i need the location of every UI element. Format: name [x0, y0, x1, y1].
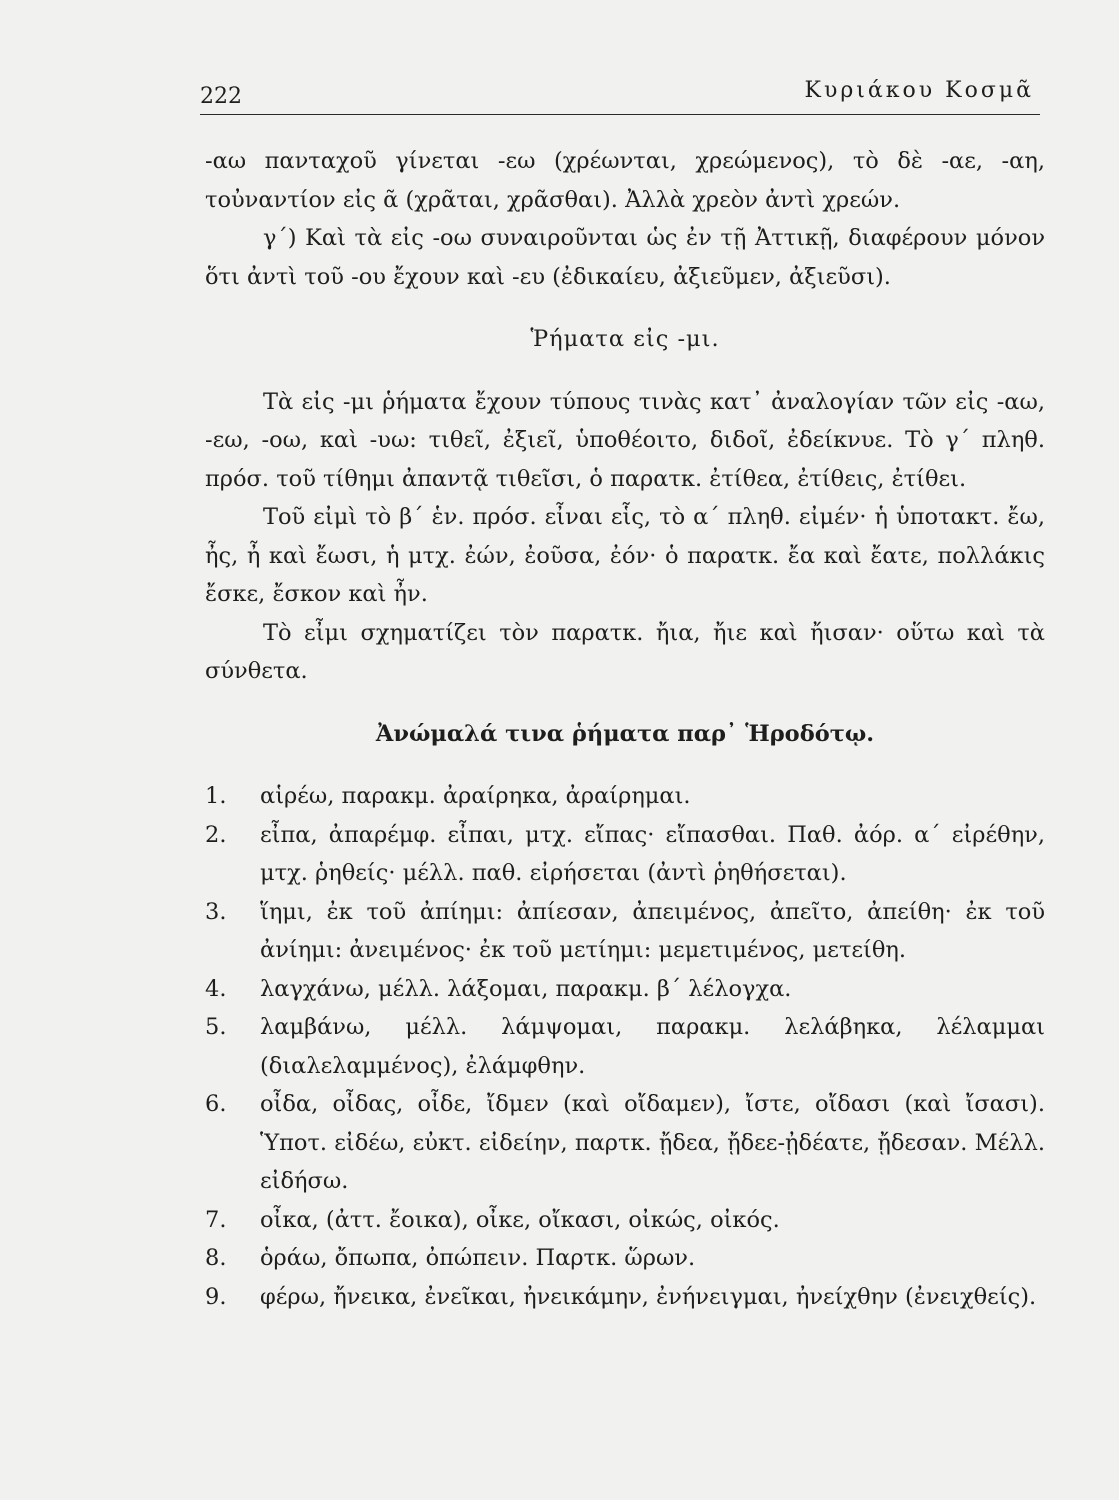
body-text: [205, 142, 1045, 1316]
list-item: [205, 1008, 1045, 1085]
item-text: ἵημι, ἐκ τοῦ ἀπίημι: ἀπίεσαν, ἀπειμένος, ἀπεῖτο, ἀπείθη· ἐκ τοῦ ἀνίημι: ἀνειμένος· ἐκ τοῦ μετίημι: μεμετιμένος, μετείθη.: [260, 898, 1045, 963]
item-number: 1.: [205, 783, 227, 809]
list-item: [205, 1201, 1045, 1240]
item-number: 6.: [205, 1091, 227, 1117]
list-item: [205, 1239, 1045, 1278]
running-title: Κυριάκου Κοσμᾶ: [804, 78, 1034, 103]
item-text: αἱρέω, παρακμ. ἀραίρηκα, ἀραίρημαι.: [260, 783, 691, 809]
item-text: οἶκα, (ἀττ. ἔοικα), οἶκε, οἴκασι, οἰκώς, οἰκός.: [260, 1206, 780, 1233]
item-text: οἶδα, οἶδας, οἶδε, ἴδμεν (καὶ οἴδαμεν), ἴστε, οἴδασι (καὶ ἴσασι). Ὑποτ. εἰδέω, εὐκτ. εἰδείην, παρτκ. ᾔδεα, ᾔδεε-ᾐδέατε, ᾔδεσαν. Μέλλ. εἰδήσω.: [260, 1091, 1045, 1194]
paragraph-contraction-ow: γ΄) Καὶ τὰ εἰς -οω συναιροῦνται ὡς ἐν τῇ Ἀττικῇ, διαφέρουν μόνον ὅτι ἀντὶ τοῦ -ου ἔχουν καὶ -ευ (ἐδικαίευ, ἀξιεῦμεν, ἀξιεῦσι).: [205, 225, 1045, 290]
paragraph-eimi: Τοῦ εἰμὶ τὸ β΄ ἑν. πρόσ. εἶναι εἷς, τὸ α΄ πληθ. εἰμέν· ἡ ὑποτακτ. ἔω, ἦς, ἦ καὶ ἔωσι, ἡ μτχ. ἐών, ἐοῦσα, ἐόν· ὁ παρατκ. ἔα καὶ ἔατε, πολλάκις ἔσκε, ἔσκον καὶ ἦν.: [205, 504, 1045, 607]
item-number: 5.: [205, 1014, 227, 1040]
item-text: εἶπα, ἀπαρέμφ. εἶπαι, μτχ. εἴπας· εἴπασθαι. Παθ. ἀόρ. α΄ εἰρέθην, μτχ. ῥηθείς· μέλλ. παθ. εἰρήσεται (ἀντὶ ῥηθήσεται).: [260, 821, 1045, 886]
list-item: [205, 970, 1045, 1009]
section-heading-mi-verbs: Ῥήματα εἰς -μι.: [530, 326, 720, 352]
paragraph-mi-verbs: Τὰ εἰς -μι ῥήματα ἔχουν τύπους τινὰς κατ᾽ ἀναλογίαν τῶν εἰς -αω, -εω, -οω, καὶ -υω: τιθεῖ, ἐξιεῖ, ὑποθέοιτο, διδοῖ, ἐδείκνυε. Τὸ γ΄ πληθ. πρόσ. τοῦ τίθημι ἀπαντᾷ τιθεῖσι, ὁ παρατκ. ἐτίθεα, ἐτίθεις, ἐτίθει.: [205, 388, 1045, 492]
page-header: [200, 74, 1040, 115]
list-item: [205, 1085, 1045, 1201]
item-number: 8.: [205, 1245, 227, 1271]
list-item: [205, 893, 1045, 970]
section-heading-irregular-verbs: Ἀνώμαλά τινα ῥήματα παρ᾽ Ἡροδότῳ.: [375, 720, 875, 747]
item-text: φέρω, ἤνεικα, ἐνεῖκαι, ἠνεικάμην, ἐνήνειγμαι, ἠνείχθην (ἐνειχθείς).: [260, 1283, 1037, 1310]
paragraph-contraction-aw: -αω πανταχοῦ γίνεται -εω (χρέωνται, χρεώμενος), τὸ δὲ -αε, -αη, τοὐναντίον εἰς ᾶ (χρᾶται, χρᾶσθαι). Ἀλλὰ χρεὸν ἀντὶ χρεών.: [205, 148, 1045, 213]
paragraph-eimi-go: Τὸ εἶμι σχηματίζει τὸν παρατκ. ἤια, ἤιε καὶ ἤισαν· οὕτω καὶ τὰ σύνθετα.: [205, 619, 1045, 684]
item-number: 4.: [205, 975, 227, 1002]
item-number: 9.: [205, 1283, 227, 1310]
irregular-verbs-list: [205, 777, 1045, 1316]
list-item: [205, 1278, 1045, 1317]
item-number: 2.: [205, 821, 227, 848]
item-text: λαγχάνω, μέλλ. λάξομαι, παρακμ. β΄ λέλογχα.: [260, 975, 792, 1002]
page-number: 222: [200, 84, 242, 109]
item-number: 7.: [205, 1206, 227, 1233]
item-text: λαμβάνω, μέλλ. λάμψομαι, παρακμ. λελάβηκα, λέλαμμαι (διαλελαμμένος), ἐλάμφθην.: [260, 1014, 1045, 1079]
item-text: ὁράω, ὄπωπα, ὀπώπειν. Παρτκ. ὥρων.: [260, 1245, 696, 1271]
list-item: [205, 777, 1045, 816]
item-number: 3.: [205, 898, 227, 925]
list-item: [205, 816, 1045, 893]
